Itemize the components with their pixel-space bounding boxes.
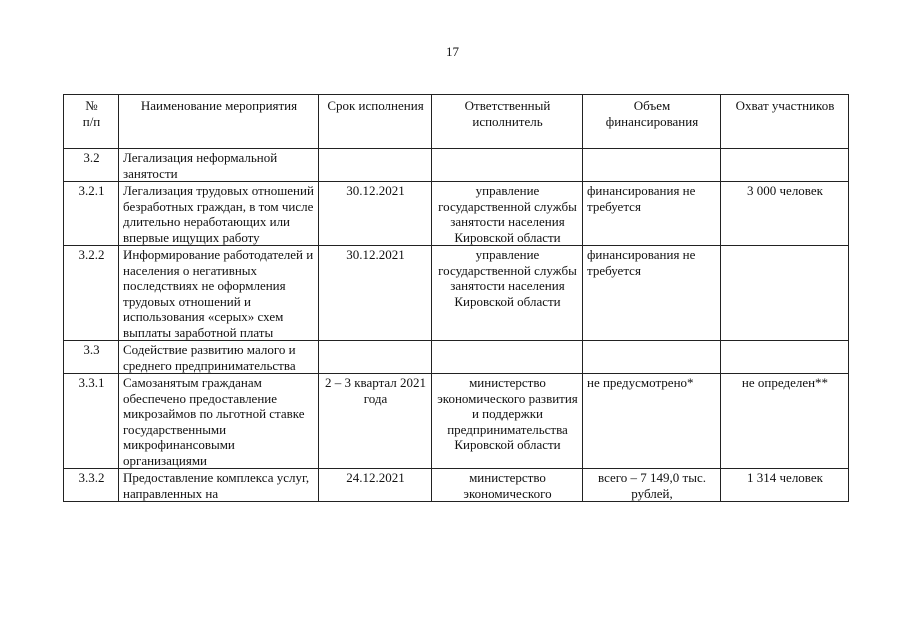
table-header-row <box>64 95 849 149</box>
row-financing: всего – 7 149,0 тыс. рублей, <box>583 469 721 502</box>
row-executor: министерство экономического развития и поддержки предпринимательства Кировской области <box>432 374 583 469</box>
row-coverage <box>721 149 849 182</box>
table-row <box>64 182 849 246</box>
header-deadline: Срок исполнения <box>319 95 432 149</box>
table-row <box>64 341 849 374</box>
header-financing: Объем финансирования <box>583 95 721 149</box>
header-event-name: Наименование мероприятия <box>119 95 319 149</box>
row-number: 3.3.2 <box>64 469 119 502</box>
table-row <box>64 149 849 182</box>
row-event-name: Информирование работодателей и населения о негативных последствиях не оформления трудовых отношений и использования «серых» схем выплаты заработной платы <box>119 246 319 341</box>
row-executor: управление государственной службы занятости населения Кировской области <box>432 246 583 341</box>
row-number: 3.3 <box>64 341 119 374</box>
row-event-name: Предоставление комплекса услуг, направленных на <box>119 469 319 502</box>
events-table <box>63 94 849 502</box>
row-event-name: Легализация неформальной занятости <box>119 149 319 182</box>
row-coverage: 3 000 человек <box>721 182 849 246</box>
header-coverage: Охват участников <box>721 95 849 149</box>
row-event-name: Самозанятым гражданам обеспечено предоставление микрозаймов по льготной ставке государственными микрофинансовыми организациями <box>119 374 319 469</box>
row-financing <box>583 149 721 182</box>
row-financing: финансирования не требуется <box>583 246 721 341</box>
table-row <box>64 469 849 502</box>
row-event-name: Легализация трудовых отношений безработных граждан, в том числе длительно неработающих или впервые ищущих работу <box>119 182 319 246</box>
row-deadline: 30.12.2021 <box>319 182 432 246</box>
table-row <box>64 246 849 341</box>
row-executor: министерство экономического <box>432 469 583 502</box>
row-executor: управление государственной службы занятости населения Кировской области <box>432 182 583 246</box>
header-number: № п/п <box>64 95 119 149</box>
row-deadline <box>319 149 432 182</box>
row-deadline: 2 – 3 квартал 2021 года <box>319 374 432 469</box>
row-number: 3.2.1 <box>64 182 119 246</box>
row-financing <box>583 341 721 374</box>
header-executor: Ответственный исполнитель <box>432 95 583 149</box>
row-coverage <box>721 341 849 374</box>
row-deadline <box>319 341 432 374</box>
row-number: 3.2.2 <box>64 246 119 341</box>
page-number: 17 <box>446 44 459 59</box>
row-executor <box>432 149 583 182</box>
row-coverage <box>721 246 849 341</box>
row-number: 3.2 <box>64 149 119 182</box>
row-financing: не предусмотрено* <box>583 374 721 469</box>
row-coverage: 1 314 человек <box>721 469 849 502</box>
row-deadline: 24.12.2021 <box>319 469 432 502</box>
table-row <box>64 374 849 469</box>
row-coverage: не определен** <box>721 374 849 469</box>
row-deadline: 30.12.2021 <box>319 246 432 341</box>
row-executor <box>432 341 583 374</box>
row-number: 3.3.1 <box>64 374 119 469</box>
row-financing: финансирования не требуется <box>583 182 721 246</box>
row-event-name: Содействие развитию малого и среднего предпринимательства <box>119 341 319 374</box>
